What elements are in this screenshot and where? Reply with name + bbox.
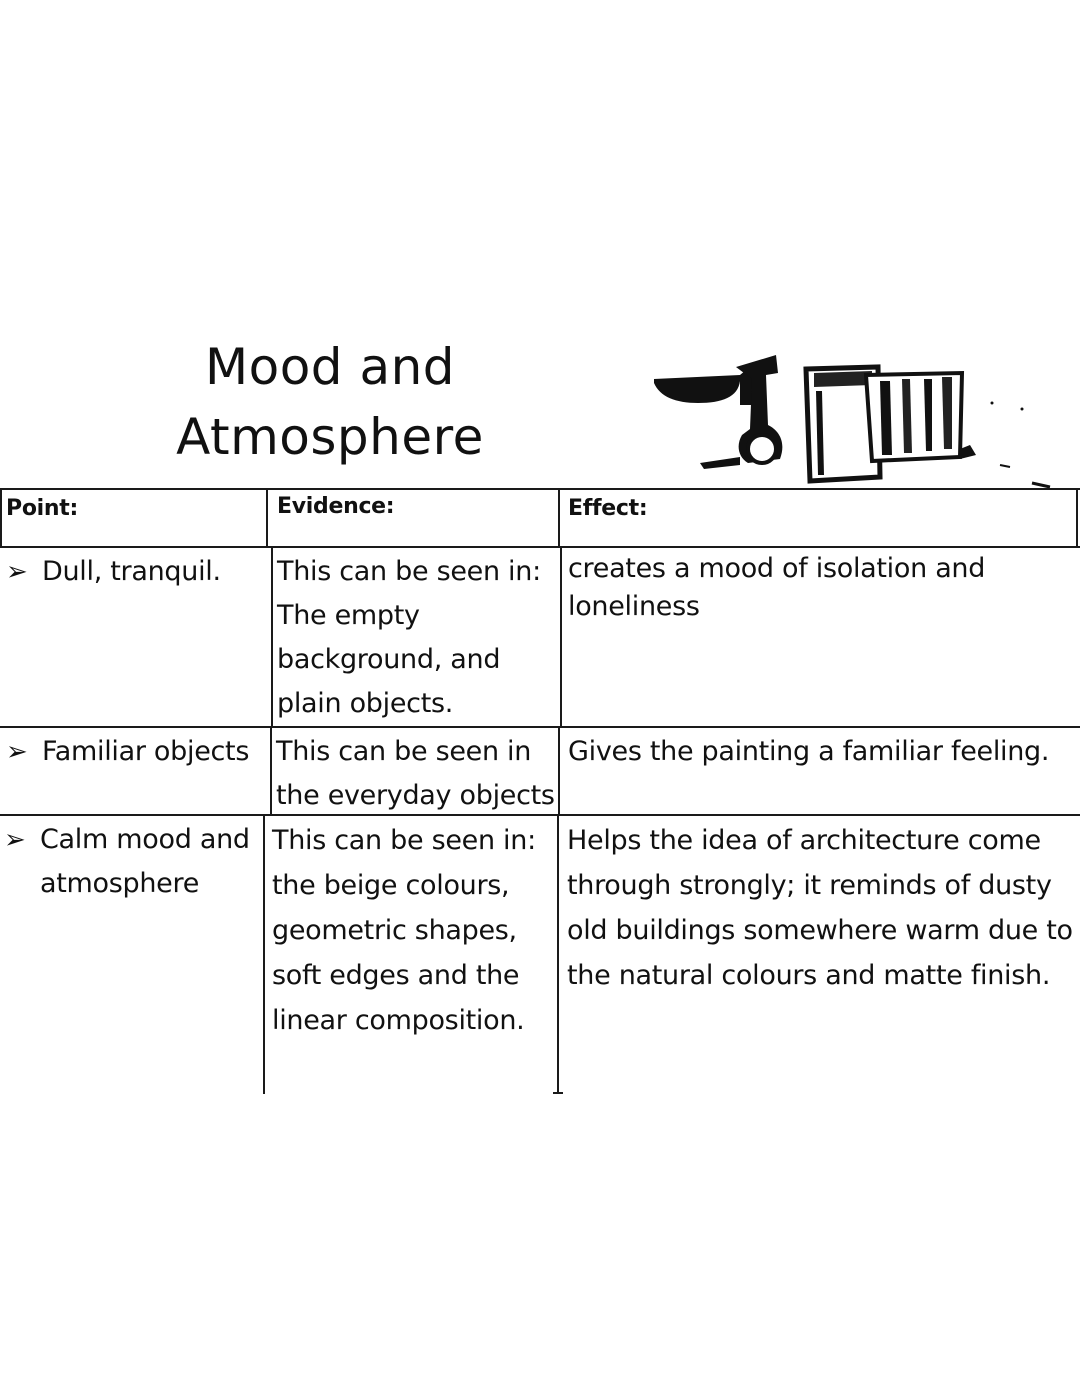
row1-evidence [277, 550, 541, 726]
row1-effect-line: creates a mood of isolation and [568, 553, 986, 584]
row3-evidence [272, 818, 536, 1043]
row1-evidence-line: plain objects. [277, 688, 454, 719]
row1-point-text: Dull, tranquil. [42, 556, 221, 587]
row1-effect-line: loneliness [568, 591, 700, 622]
arrow-bullet-icon: ➢ [6, 557, 28, 587]
table-right-border [1076, 488, 1078, 548]
title-line-1: Mood and [204, 338, 456, 396]
row3-point-line: Calm mood and [40, 824, 250, 855]
row3-effect-line: the natural colours and matte finish. [567, 960, 1051, 991]
col-divider-2-row2 [558, 728, 560, 814]
col-divider-1-row1 [271, 548, 273, 726]
header-point: Point: [6, 496, 78, 521]
painting-thumbnail [640, 345, 1080, 495]
row2-point [6, 730, 249, 774]
row3-evidence-line: This can be seen in: [272, 825, 536, 856]
row3-evidence-line: linear composition. [272, 1005, 525, 1036]
row3-evidence-line: soft edges and the [272, 960, 520, 991]
row3-effect-line: old buildings somewhere warm due to [567, 915, 1073, 946]
col-divider-2-row3 [557, 816, 559, 1094]
row2-point-text: Familiar objects [42, 736, 250, 767]
row3-effect-line: Helps the idea of architecture come [567, 825, 1041, 856]
row1-evidence-line: This can be seen in: [277, 556, 541, 587]
arrow-bullet-icon: ➢ [4, 825, 26, 855]
col-divider-1-row2 [270, 728, 272, 814]
page-title [150, 332, 510, 472]
table-top-border [0, 488, 1080, 490]
col-divider-2 [558, 490, 560, 548]
row1-effect [568, 550, 985, 626]
row1-evidence-line: The empty [277, 600, 420, 631]
row3-effect [567, 818, 1080, 998]
row3-evidence-line: the beige colours, [272, 870, 510, 901]
table-bottom-tick [553, 1092, 563, 1094]
row2-evidence [276, 730, 555, 818]
row3-point-line: atmosphere [40, 868, 200, 899]
row2-evidence-line: This can be seen in [276, 736, 532, 767]
row3-effect-line: through strongly; it reminds of dusty [567, 870, 1052, 901]
title-line-2: Atmosphere [176, 408, 484, 466]
row1-evidence-line: background, and [277, 644, 501, 675]
row3-evidence-line: geometric shapes, [272, 915, 517, 946]
col-divider-2-row1 [560, 548, 562, 726]
row1-point [6, 550, 221, 594]
col-divider-1-row3 [263, 816, 265, 1094]
arrow-bullet-icon: ➢ [6, 737, 28, 767]
row1-bottom-border [0, 726, 1080, 728]
table-left-border [0, 488, 2, 548]
col-divider-1 [266, 490, 268, 548]
header-bottom-border [0, 546, 1080, 548]
row3-point [4, 818, 250, 906]
row2-effect-line: Gives the painting a familiar feeling. [568, 736, 1050, 767]
row2-effect [568, 730, 1049, 774]
header-effect: Effect: [568, 496, 648, 521]
row2-evidence-line: the everyday objects [276, 780, 555, 811]
header-evidence: Evidence: [277, 494, 395, 519]
